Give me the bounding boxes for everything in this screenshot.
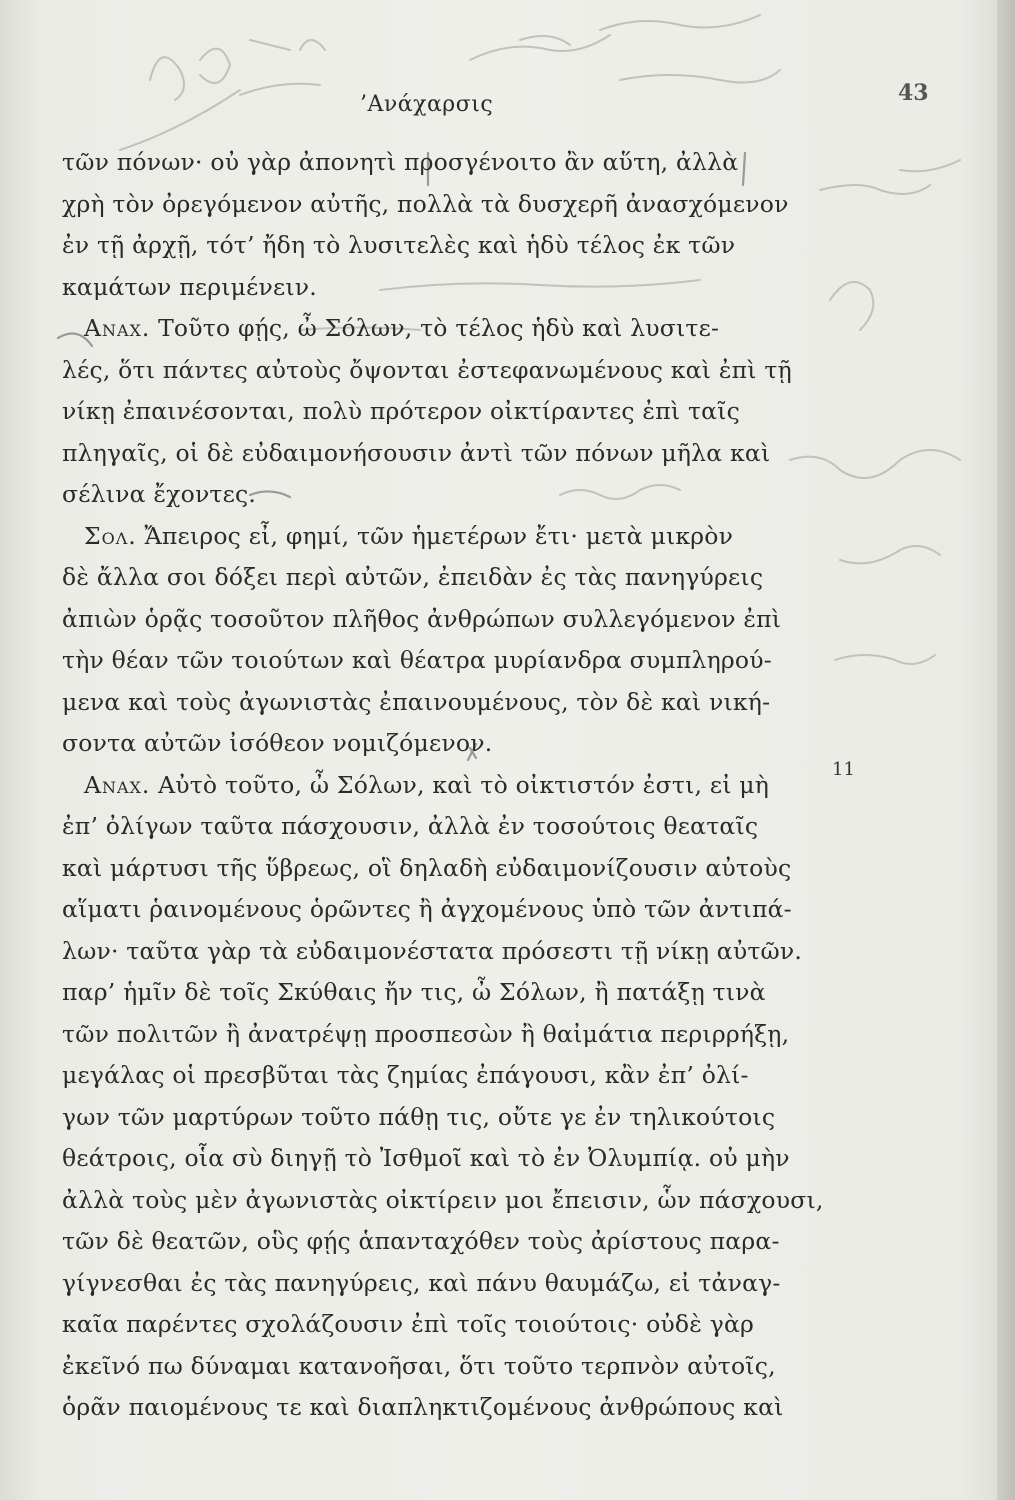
text-line: χρὴ τὸν ὀρεγόμενον αὐτῆς, πολλὰ τὰ δυσχερῆ ἀνασχόμενον <box>62 189 789 218</box>
text-line: αἵματι ῥαινομένους ὁρῶντες ἢ ἀγχομένους ὑπὸ τῶν ἀντιπά- <box>62 895 792 923</box>
speech-text: Αὐτὸ τοῦτο, ὦ Σόλων, καὶ τὸ οἰκτιστόν ἐστι, εἰ μὴ <box>158 770 770 799</box>
text-line: σοντα αὐτῶν ἰσόθεον νομιζόμενον. <box>62 729 493 757</box>
text-line: καμάτων περιμένειν. <box>62 272 317 301</box>
text-line: τῶν δὲ θεατῶν, οὓς φῄς ἁπανταχόθεν τοὺς ἀρίστους παρα- <box>62 1227 780 1255</box>
text-line: πληγαῖς, οἱ δὲ εὐδαιμονήσουσιν ἀντὶ τῶν πόνων μῆλα καὶ <box>62 438 771 467</box>
text-line: σέλινα ἔχοντες. <box>62 480 257 508</box>
body-text <box>62 142 832 1429</box>
speaker-label: Anax. <box>84 314 151 342</box>
text-line <box>62 765 832 807</box>
page-edge <box>997 0 1015 1500</box>
text-line: ἀλλὰ τοὺς μὲν ἀγωνιστὰς οἰκτίρειν μοι ἔπεισιν, ὧν πάσχουσι, <box>62 1185 824 1214</box>
text-line: ἐκεῖνό πω δύναμαι κατανοῆσαι, ὅτι τοῦτο τερπνὸν αὐτοῖς, <box>62 1351 776 1380</box>
text-line: ὁρᾶν παιομένους τε καὶ διαπληκτιζομένους ἀνθρώπους καὶ <box>62 1393 784 1421</box>
text-line: καῖα παρέντες σχολάζουσιν ἐπὶ τοῖς τοιούτοις· οὐδὲ γὰρ <box>62 1310 755 1338</box>
text-line: τὴν θέαν τῶν τοιούτων καὶ θέατρα μυρίανδρα συμπληρού- <box>62 646 772 674</box>
text-line: μεγάλας οἱ πρεσβῦται τὰς ζημίας ἐπάγουσι, κἂν ἐπ’ ὀλί- <box>62 1061 749 1089</box>
text-line: ἐπ’ ὀλίγων ταῦτα πάσχουσιν, ἀλλὰ ἐν τοσούτοις θεαταῖς <box>62 812 759 840</box>
text-line: ἐν τῇ ἀρχῇ, τότ’ ἤδη τὸ λυσιτελὲς καὶ ἡδὺ τέλος ἐκ τῶν <box>62 231 736 259</box>
text-line: παρ’ ἡμῖν δὲ τοῖς Σκύθαις ἤν τις, ὦ Σόλων, ἢ πατάξῃ τινὰ <box>62 978 766 1006</box>
text-line: λές, ὅτι πάντες αὐτοὺς ὄψονται ἐστεφανωμένους καὶ ἐπὶ τῇ <box>62 355 792 384</box>
text-line: μενα καὶ τοὺς ἀγωνιστὰς ἐπαινουμένους, τὸν δὲ καὶ νική- <box>62 687 771 716</box>
text-line: γίγνεσθαι ἐς τὰς πανηγύρεις, καὶ πάνυ θαυμάζω, εἰ τἀναγ- <box>62 1268 781 1297</box>
speech-text: Τοῦτο φῄς, ὦ Σόλων, τὸ τέλος ἡδὺ καὶ λυσιτε- <box>158 314 720 342</box>
text-line: θεάτροις, οἷα σὺ διηγῇ τὸ Ἰσθμοῖ καὶ τὸ ἐν Ὀλυμπίᾳ. οὐ μὴν <box>62 1144 790 1172</box>
page-number: 43 <box>898 80 929 106</box>
text-line: δὲ ἄλλα σοι δόξει περὶ αὐτῶν, ἐπειδὰν ἐς τὰς πανηγύρεις <box>62 563 764 591</box>
text-line: ἀπιὼν ὁρᾷς τοσοῦτον πλῆθος ἀνθρώπων συλλεγόμενον ἐπὶ <box>62 604 782 633</box>
text-line: τῶν πόνων· οὐ γὰρ ἀπονητὶ προσγένοιτο ἂν αὕτη, ἀλλὰ <box>62 148 739 176</box>
text-line: καὶ μάρτυσι τῆς ὕβρεως, οἳ δηλαδὴ εὐδαιμονίζουσιν αὐτοὺς <box>62 853 792 882</box>
text-line: νίκῃ ἐπαινέσονται, πολὺ πρότερον οἰκτίραντες ἐπὶ ταῖς <box>62 397 741 425</box>
running-header-title: ’Ανάχαρσις <box>360 92 494 117</box>
speech-text: Ἄπειρος εἶ, φημί, τῶν ἡμετέρων ἔτι· μετὰ μικρὸν <box>144 521 734 550</box>
speaker-label: Σολ. <box>84 521 137 550</box>
text-line: γων τῶν μαρτύρων τοῦτο πάθῃ τις, οὔτε γε ἐν τηλικούτοις <box>62 1102 776 1131</box>
text-line: τῶν πολιτῶν ἢ ἀνατρέψῃ προσπεσὼν ἢ θαἰμάτια περιρρήξῃ, <box>62 1019 790 1048</box>
speaker-label: Anax. <box>84 770 151 799</box>
text-line <box>62 516 832 558</box>
section-number: 11 <box>832 759 855 780</box>
text-line <box>62 308 832 350</box>
text-line: λων· ταῦτα γὰρ τὰ εὐδαιμονέστατα πρόσεστι τῇ νίκῃ αὐτῶν. <box>62 936 803 965</box>
